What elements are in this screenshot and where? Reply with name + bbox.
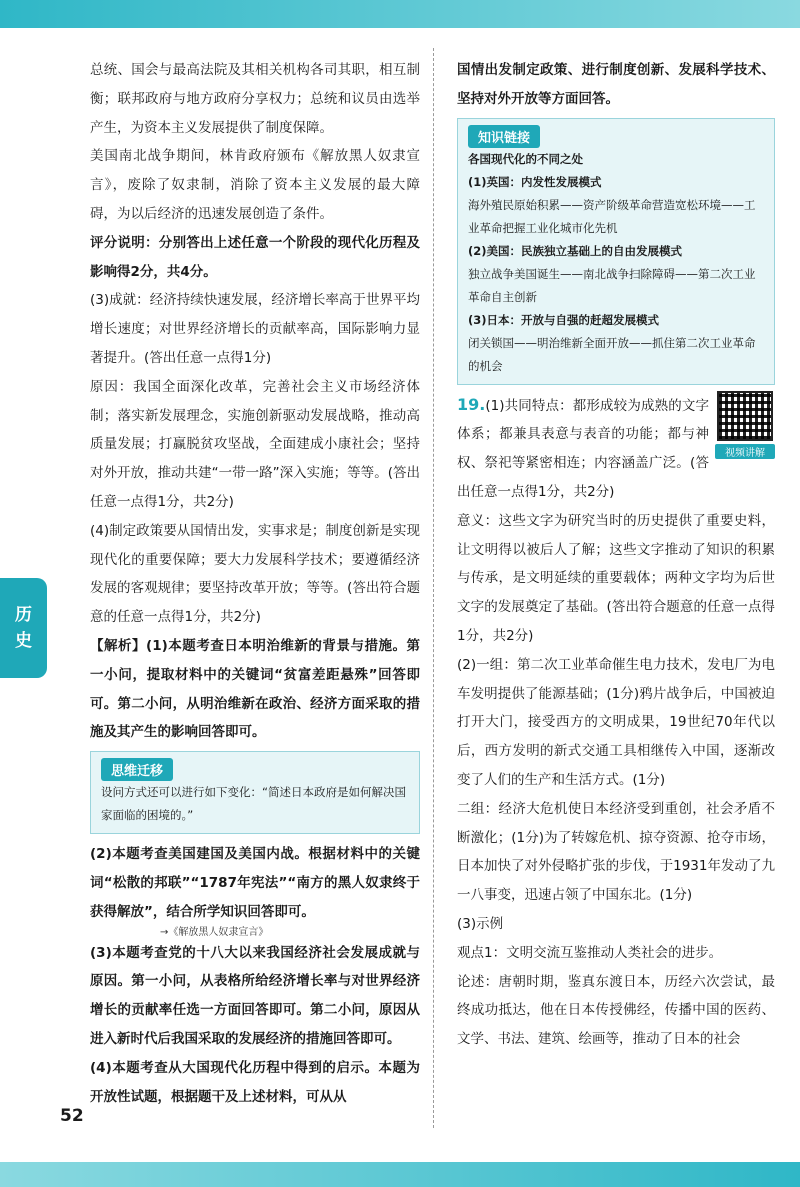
left-column bbox=[90, 56, 420, 1111]
analysis-paragraph: 【解析】(1)本题考查日本明治维新的背景与措施。第一小问，提取材料中的关键词“贫富差距悬殊”回答即可。第二小问，从明治维新在政治、经济方面采取的措施及其产生的影响回答即可。 bbox=[90, 637, 420, 741]
answer-paragraph: 意义：这些文字为研究当时的历史提供了重要史料，让文明得以被后人了解；这些文字推动了知识的积累与传承，是文明延续的重要载体；两种文字均为后世文字的发展奠定了基础。(答出符合题意的任意一点得1分，共2分) bbox=[457, 512, 775, 644]
answer-paragraph: (3)示例 bbox=[457, 915, 504, 932]
box-item: (1)英国：内发性发展模式 bbox=[468, 174, 602, 189]
knowledge-link-box bbox=[457, 118, 775, 385]
box-item: (3)日本：开放与自强的赶超发展模式 bbox=[468, 312, 660, 327]
answer-paragraph: (4)制定政策要从国情出发，实事求是；制度创新是实现现代化的重要保障；要大力发展科学技术；要遵循经济发展的客观规律；要坚持改革开放；等等。(答出符合题意的任意一点得1分，共2分) bbox=[90, 522, 420, 626]
video-qr[interactable] bbox=[715, 391, 775, 457]
analysis-paragraph: (4)本题考查从大国现代化历程中得到的启示。本题为开放性试题，根据题干及上述材料，可从从 bbox=[90, 1059, 420, 1105]
answer-paragraph: 总统、国会与最高法院及其相关机构各司其职，相互制衡；联邦政府与地方政府分享权力；总统和议员由选举产生，为资本主义发展提供了制度保障。 bbox=[90, 62, 420, 136]
subject-tab-char-2: 史 bbox=[15, 631, 32, 651]
answer-paragraph: 二组：经济大危机使日本经济受到重创，社会矛盾不断激化；(1分)为了转嫁危机、掠夺资源、抢夺市场，日本加快了对外侵略扩张的步伐，于1931年发动了九一八事变，迅速占领了中国东北。(1分) bbox=[457, 800, 775, 904]
right-column bbox=[457, 56, 775, 1054]
box-title: 知识链接 bbox=[468, 125, 540, 148]
answer-paragraph: 观点1：文明交流互鉴推动人类社会的进步。 bbox=[457, 944, 723, 961]
top-decor-bar bbox=[0, 0, 800, 28]
answer-paragraph: 论述：唐朝时期，鉴真东渡日本，历经六次尝试，最终成功抵达，他在日本传授佛经，传播中国的医药、文学、书法、建筑、绘画等，推动了日本的社会 bbox=[457, 973, 775, 1048]
analysis-paragraph: (3)本题考查党的十八大以来我国经济社会发展成就与原因。第一小问，从表格所给经济增长率与对世界经济增长的贡献率任选一方面回答即可。第二小问，原因从进入新时代后我国采取的发展经济的措施回答即可。 bbox=[90, 944, 420, 1047]
qr-label: 视频讲解 bbox=[715, 444, 775, 459]
thinking-transfer-box bbox=[90, 751, 420, 834]
answer-paragraph: (3)成就：经济持续快速发展，经济增长率高于世界平均增长速度；对世界经济增长的贡献率高，国际影响力显著提升。(答出任意一点得1分) bbox=[90, 292, 420, 366]
handwritten-note: →《解放黑人奴隶宣言》 bbox=[160, 926, 269, 938]
box-text: 设问方式还可以进行如下变化：“简述日本政府是如何解决国家面临的困境的。” bbox=[101, 785, 406, 823]
scoring-note: 评分说明：分别答出上述任意一个阶段的现代化历程及影响得2分，共4分。 bbox=[90, 234, 420, 280]
answer-text: (1)共同特点：都形成较为成熟的文字体系；都兼具表意与表音的功能；都与神权、祭祀等紧密相连；内容涵盖广泛。(答出任意一点得1分，共2分) bbox=[457, 397, 709, 500]
page-number: 52 bbox=[60, 1106, 84, 1126]
column-divider bbox=[433, 48, 434, 1128]
answer-paragraph: 国情出发制定政策、进行制度创新、发展科学技术、坚持对外开放等方面回答。 bbox=[457, 62, 775, 107]
subject-tab-char-1: 历 bbox=[15, 605, 32, 625]
box-item: 闭关锁国——明治维新全面开放——抓住第二次工业革命的机会 bbox=[468, 335, 756, 373]
qr-code-icon[interactable] bbox=[717, 391, 773, 441]
bottom-decor-bar bbox=[0, 1162, 800, 1187]
box-heading: 各国现代化的不同之处 bbox=[468, 151, 583, 166]
answer-paragraph: 原因：我国全面深化改革，完善社会主义市场经济体制；落实新发展理念，实施创新驱动发展战略，推动高质量发展；打赢脱贫攻坚战，全面建成小康社会；坚持对外开放，推动共建“一带一路”深入实施；等等。(答出任意一点得1分，共2分) bbox=[90, 378, 420, 510]
box-item: 海外殖民原始积累——资产阶级革命营造宽松环境——工业革命把握工业化城市化先机 bbox=[468, 197, 756, 235]
box-title: 思维迁移 bbox=[101, 758, 173, 781]
question-number: 19. bbox=[457, 394, 486, 414]
box-item: 独立战争美国诞生——南北战争扫除障碍——第二次工业革命自主创新 bbox=[468, 266, 756, 304]
box-item: (2)美国：民族独立基础上的自由发展模式 bbox=[468, 243, 683, 258]
answer-paragraph: (2)一组：第二次工业革命催生电力技术，发电厂为电车发明提供了能源基础；(1分)鸦片战争后，中国被迫打开大门，接受西方的文明成果，19世纪70年代以后，西方发明的新式交通工具相继传入中国，逐渐改变了人们的生产和生活方式。(1分) bbox=[457, 656, 775, 788]
subject-tab bbox=[0, 578, 47, 678]
answer-paragraph: 美国南北战争期间，林肯政府颁布《解放黑人奴隶宣言》，废除了奴隶制，消除了资本主义发展的最大障碍，为以后经济的迅速发展创造了条件。 bbox=[90, 148, 420, 222]
analysis-paragraph: (2)本题考查美国建国及美国内战。根据材料中的关键词“松散的邦联”“1787年宪法”“南方的黑人奴隶终于获得解放”，结合所学知识回答即可。 bbox=[90, 846, 420, 920]
